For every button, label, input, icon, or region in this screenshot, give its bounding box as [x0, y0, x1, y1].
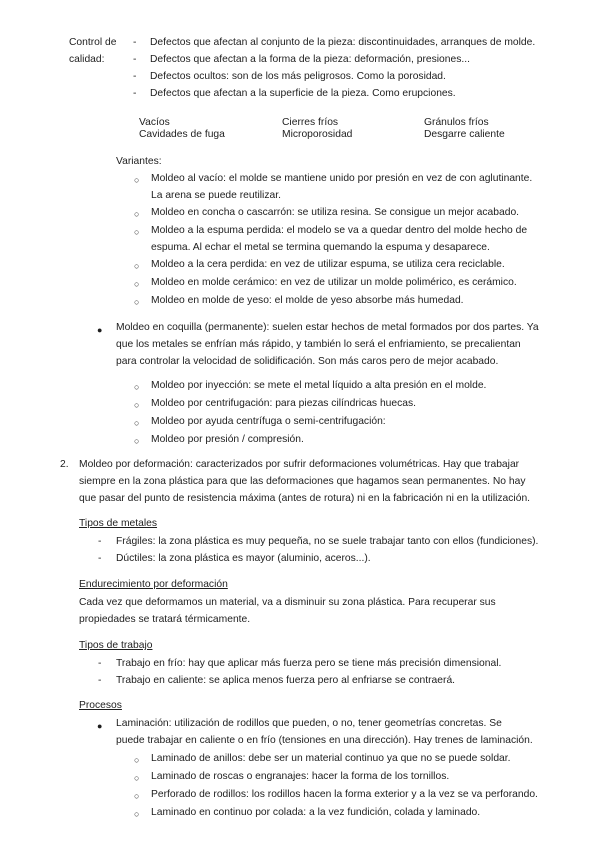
variante-item: Moldeo a la cera perdida: en vez de utilizar espuma, se utiliza cera reciclable. [151, 259, 505, 270]
circle-bullet: ○ [134, 436, 140, 446]
tipos-trabajo-item: Trabajo en frío: hay que aplicar más fuerza pero se tiene más precisión dimensional. [116, 658, 502, 669]
section-heading-tipos-trabajo: Tipos de trabajo [79, 640, 153, 651]
variante-item: Moldeo al vacío: el molde se mantiene unido por presión en vez de con aglutinante. [151, 173, 533, 184]
control-item: Defectos que afectan al conjunto de la pieza: discontinuidades, arranques de molde. [150, 37, 536, 48]
variante-item-cont: espuma. Al echar el metal se termina quemando la espuma y desaparece. [151, 242, 490, 253]
variante-item: Moldeo a la espuma perdida: el modelo se va a quedar dentro del molde hecho de [151, 225, 528, 236]
circle-bullet: ○ [134, 418, 140, 428]
circle-bullet: ○ [134, 382, 140, 392]
variante-item: Moldeo en concha o cascarrón: se utiliza resina. Se consigue un mejor acabado. [151, 207, 520, 218]
dash-marker: - [98, 658, 102, 669]
circle-bullet: ○ [134, 791, 140, 801]
circle-bullet: ○ [134, 279, 140, 289]
dash-marker: - [133, 88, 137, 99]
procesos-text: Laminación: utilización de rodillos que pueden, o no, tener geometrías concretas. Se [116, 718, 502, 729]
bullet-marker: ● [97, 721, 103, 731]
procesos-item: Perforado de rodillos: los rodillos hacen la forma exterior y a la vez se va perforando. [151, 789, 538, 800]
coquilla-item: Moldeo por ayuda centrífuga o semi-centrifugación: [151, 416, 386, 427]
dash-marker: - [133, 71, 137, 82]
control-label-line1: Control de [69, 37, 117, 48]
defect-cell: Gránulos fríos [424, 117, 489, 128]
tipos-trabajo-item: Trabajo en caliente: se aplica menos fuerza pero al enfriarse se contraerá. [116, 675, 456, 686]
circle-bullet: ○ [134, 227, 140, 237]
circle-bullet: ○ [134, 209, 140, 219]
section-heading-procesos: Procesos [79, 700, 122, 711]
section-heading-tipos-metales: Tipos de metales [79, 518, 158, 529]
tipos-metales-item: Frágiles: la zona plástica es muy pequeña, no se suele trabajar tanto con ellos (fundiciones). [116, 536, 539, 547]
circle-bullet: ○ [134, 755, 140, 765]
dash-marker: - [98, 553, 102, 564]
endurecimiento-text: propiedades se tratará térmicamente. [79, 614, 251, 625]
coquilla-item: Moldeo por centrifugación: para piezas cilíndricas huecas. [151, 398, 417, 409]
circle-bullet: ○ [134, 809, 140, 819]
dash-marker: - [98, 675, 102, 686]
bullet-marker: ● [97, 325, 103, 335]
coquilla-item: Moldeo por presión / compresión. [151, 434, 304, 445]
variantes-title: Variantes: [116, 156, 162, 167]
procesos-item: Laminado de roscas o engranajes: hacer la forma de los tornillos. [151, 771, 450, 782]
defect-cell: Vacíos [139, 117, 170, 128]
control-item: Defectos que afectan a la superficie de la pieza. Como erupciones. [150, 88, 456, 99]
variante-item: Moldeo en molde cerámico: en vez de utilizar un molde polimérico, es cerámico. [151, 277, 517, 288]
control-item: Defectos ocultos: son de los más peligrosos. Como la porosidad. [150, 71, 446, 82]
dash-marker: - [98, 536, 102, 547]
defect-cell: Microporosidad [282, 129, 353, 140]
dash-marker: - [133, 37, 137, 48]
deformacion-text: que pasar del punto de resistencia máxima (antes de rotura) ni en la fabricación ni en la utilización. [79, 493, 531, 504]
circle-bullet: ○ [134, 175, 140, 185]
deformacion-text: siempre en la zona plástica para que las deformaciones que hagamos sean permanentes. No hay [79, 476, 526, 487]
coquilla-text: para controlar la velocidad de solidificación. Son más caros pero de mejor acabado. [116, 356, 499, 367]
defect-cell: Cierres fríos [282, 117, 339, 128]
procesos-item: Laminado de anillos: debe ser un material continuo ya que no se puede soldar. [151, 753, 511, 764]
circle-bullet: ○ [134, 773, 140, 783]
defect-cell: Desgarre caliente [424, 129, 505, 140]
coquilla-text: que los metales se enfrían más rápido, y también lo será el enfriamiento, se precalientan [116, 339, 521, 350]
endurecimiento-text: Cada vez que deformamos un material, va a disminuir su zona plástica. Para recuperar sus [79, 597, 496, 608]
procesos-item: Laminado en continuo por colada: a la vez fundición, colada y laminado. [151, 807, 481, 818]
circle-bullet: ○ [134, 400, 140, 410]
defect-cell: Cavidades de fuga [139, 129, 225, 140]
deformacion-text: Moldeo por deformación: caracterizados por sufrir deformaciones volumétricas. Hay que trabajar [79, 459, 520, 470]
circle-bullet: ○ [134, 297, 140, 307]
section-heading-endurecimiento: Endurecimiento por deformación [79, 579, 228, 590]
tipos-metales-item: Dúctiles: la zona plástica es mayor (aluminio, aceros...). [116, 553, 371, 564]
coquilla-item: Moldeo por inyección: se mete el metal líquido a alta presión en el molde. [151, 380, 487, 391]
circle-bullet: ○ [134, 261, 140, 271]
procesos-text: puede trabajar en caliente o en frío (tensiones en una dirección). Hay trenes de laminación. [116, 735, 533, 746]
list-number: 2. [60, 459, 69, 470]
control-label-line2: calidad: [69, 54, 105, 65]
control-item: Defectos que afectan a la forma de la pieza: deformación, presiones... [150, 54, 470, 65]
coquilla-text: Moldeo en coquilla (permanente): suelen estar hechos de metal formados por dos partes. Ya [116, 322, 539, 333]
variante-item-cont: La arena se puede reutilizar. [151, 190, 281, 201]
dash-marker: - [133, 54, 137, 65]
variante-item: Moldeo en molde de yeso: el molde de yeso absorbe más humedad. [151, 295, 464, 306]
